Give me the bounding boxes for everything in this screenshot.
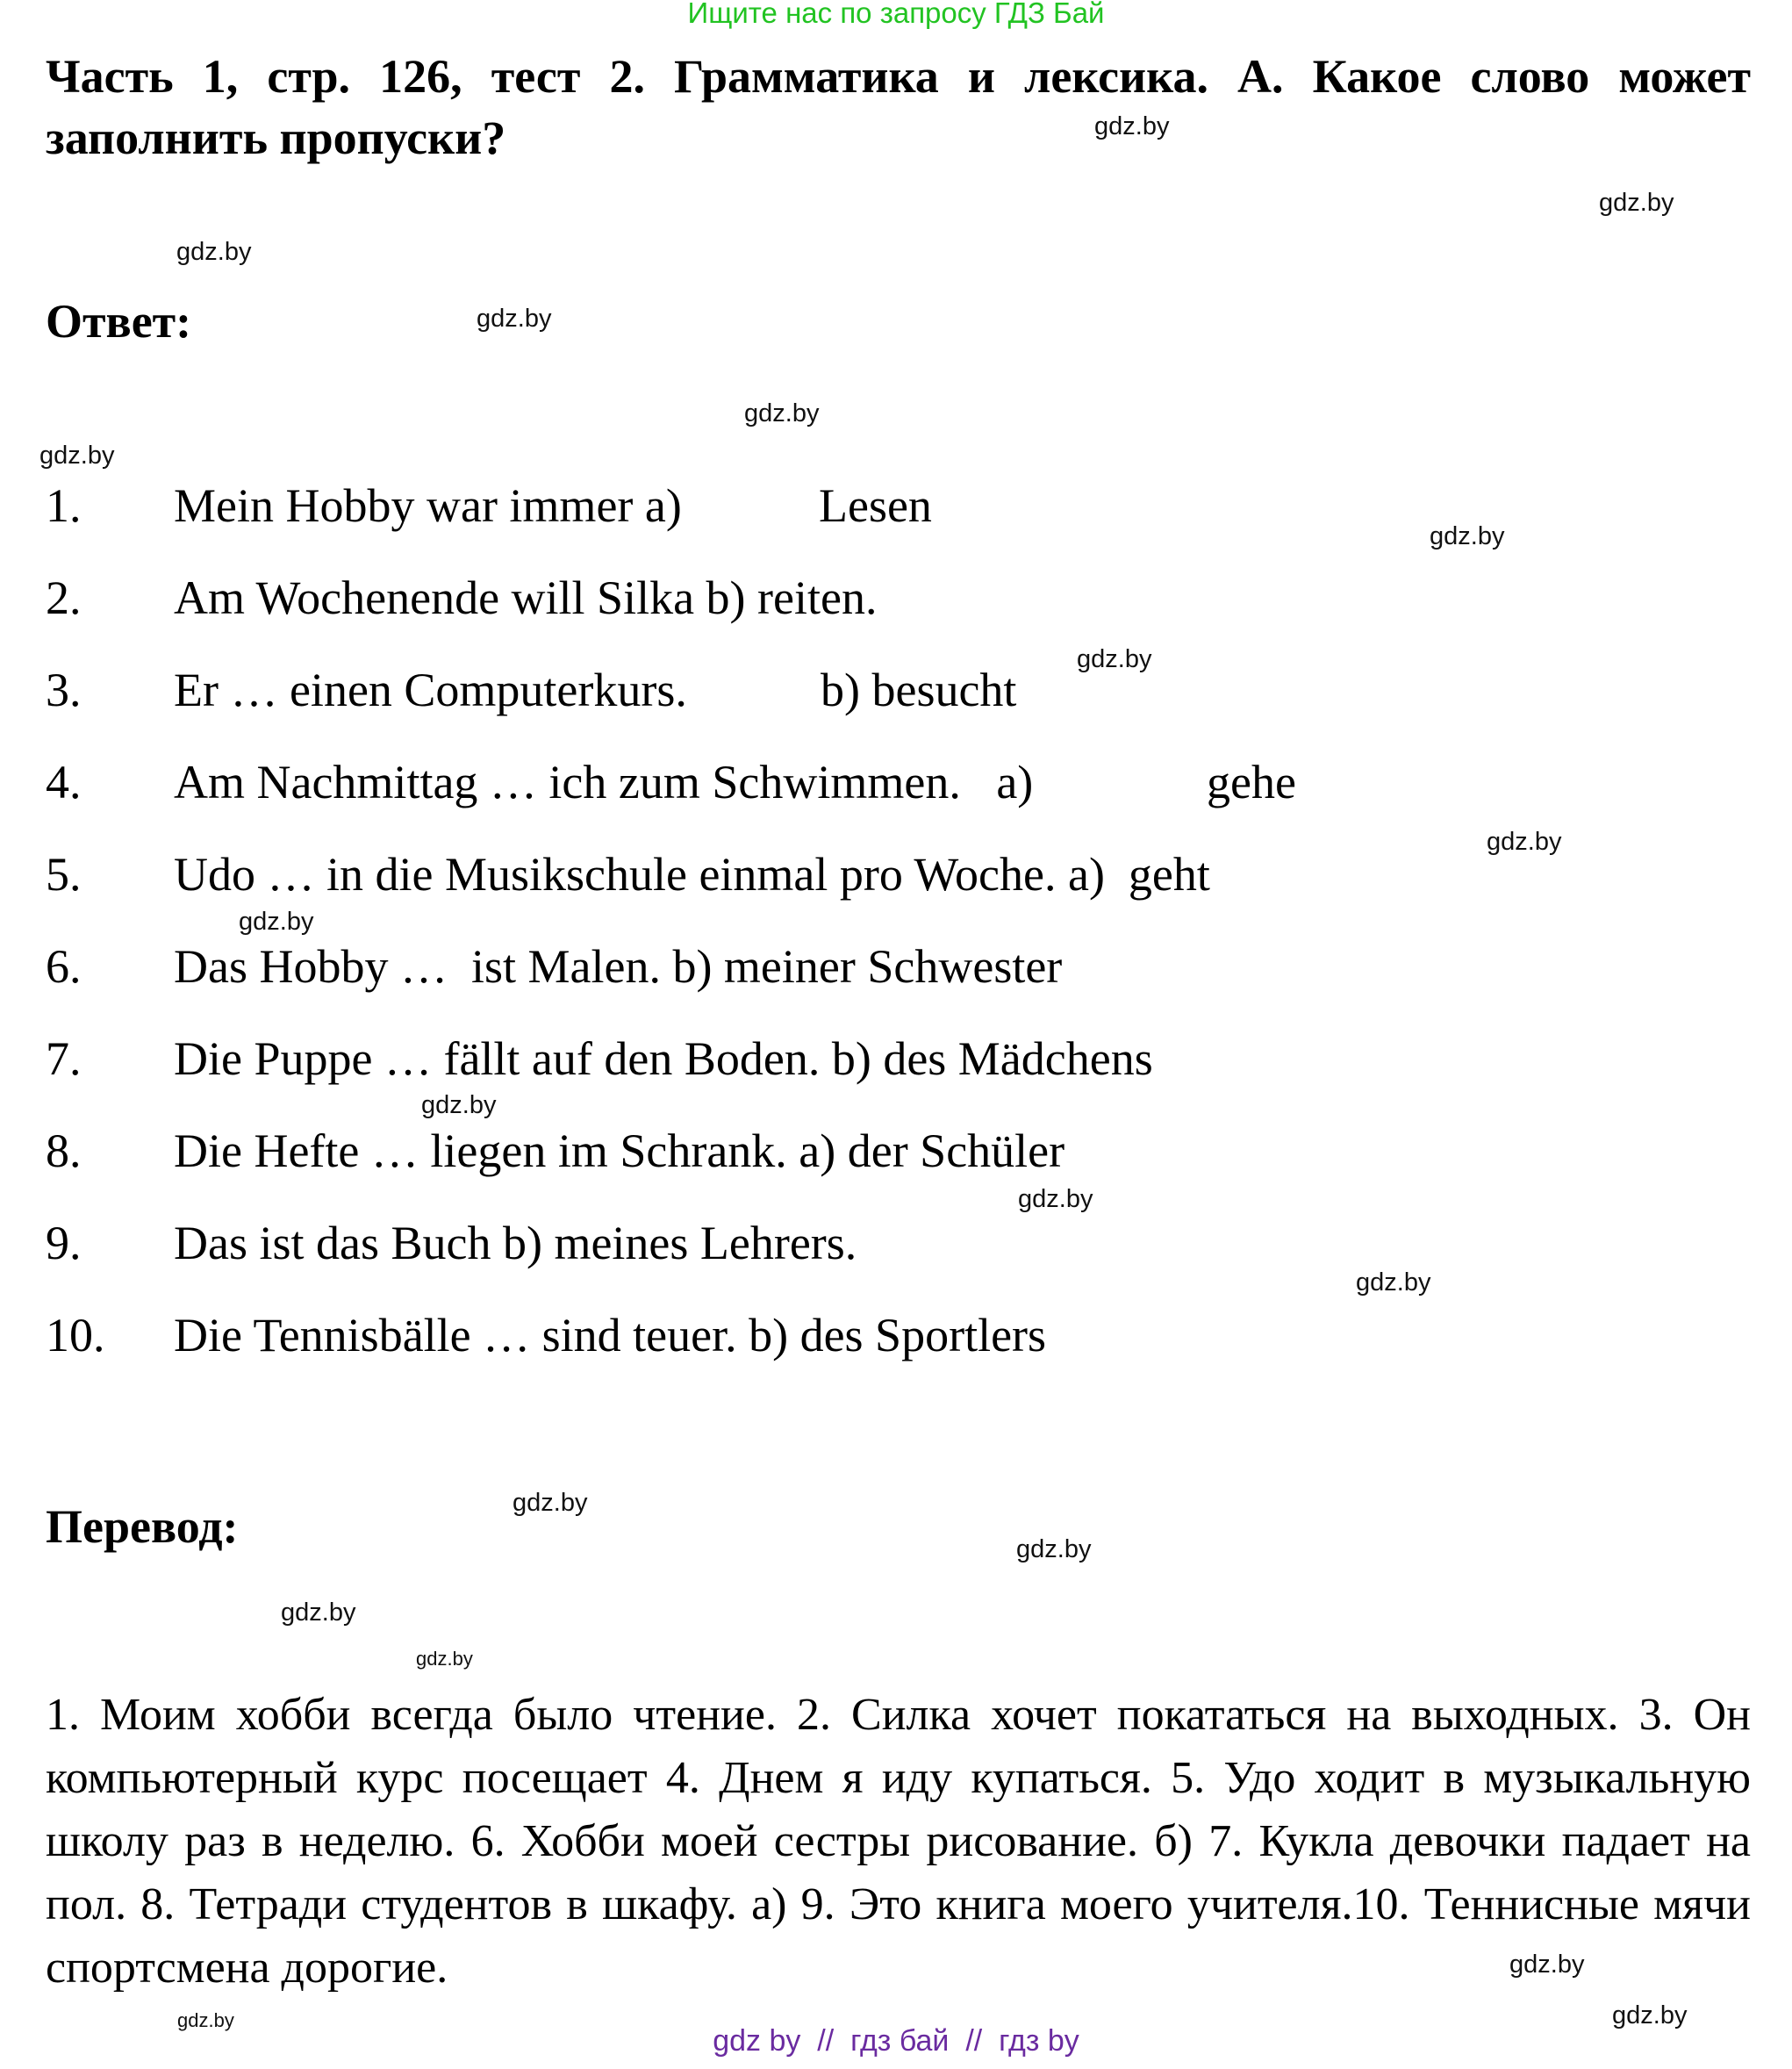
item-answer: gehe (1207, 756, 1296, 808)
translation-text: 1. Моим хобби всегда было чтение. 2. Силка хочет покататься на выходных. 3. Он компьютерный курс посещает 4. Днем я иду купаться. 5. Удо ходит в музыкальную школу раз в неделю. 6. Хобби моей сестры рисование. б) 7. Кукла девочки падает на пол. 8. Тетради студентов в шкафу. а) 9. Это книга моего учителя.10. Теннисные мячи спортсмена дорогие. (46, 1690, 1751, 1993)
watermark: gdz.by (1356, 1268, 1431, 1297)
item-number: 10. (46, 1309, 105, 1361)
watermark: gdz.by (477, 305, 552, 333)
watermark: gdz.by (1430, 522, 1505, 550)
watermark: gdz.by (176, 238, 252, 266)
item-number: 3. (46, 664, 82, 716)
watermark: gdz.by (39, 442, 115, 470)
watermark: gdz.by (1612, 2001, 1688, 2029)
item-number: 5. (46, 848, 82, 901)
watermark: gdz.by (416, 1648, 473, 1670)
item-number: 6. (46, 940, 82, 993)
answer-heading: Ответ: (46, 295, 192, 348)
item-number: 7. (46, 1032, 82, 1085)
watermark: gdz.by (513, 1489, 588, 1517)
watermark: gdz.by (239, 908, 314, 936)
item-number: 4. (46, 756, 82, 808)
item-number: 2. (46, 571, 82, 624)
item-answer: Lesen (819, 479, 932, 532)
item-text: Er … einen Computerkurs. (174, 664, 687, 716)
item-answer: b) besucht (821, 664, 1017, 716)
search-banner: Ищите нас по запросу ГДЗ Бай (687, 0, 1105, 29)
item-text: Udo … in die Musikschule einmal pro Woche. a) geht (174, 848, 1210, 901)
watermark: gdz.by (1599, 189, 1674, 217)
watermark: gdz.by (1094, 112, 1170, 140)
watermark: gdz.by (177, 2009, 234, 2031)
item-number: 8. (46, 1124, 82, 1177)
watermark: gdz.by (1016, 1535, 1092, 1563)
watermark: gdz.by (1018, 1185, 1093, 1213)
item-text: Am Wochenende will Silka b) reiten. (174, 571, 878, 624)
translation-heading: Перевод: (46, 1500, 239, 1553)
page-title: Часть 1, стр. 126, тест 2. Грамматика и лексика. А. Какое слово может заполнить пропуски? (46, 50, 1751, 164)
item-text: Die Tennisbälle … sind teuer. b) des Sportlers (174, 1309, 1047, 1361)
watermark: gdz.by (1509, 1950, 1585, 1979)
item-text: Das ist das Buch b) meines Lehrers. (174, 1217, 857, 1269)
watermark: gdz.by (1077, 645, 1152, 673)
footer-links[interactable]: gdz by // гдз бай // гдз by (713, 2024, 1079, 2058)
item-text: Mein Hobby war immer a) (174, 479, 682, 532)
item-text: Am Nachmittag … ich zum Schwimmen. a) (174, 756, 1034, 808)
item-number: 9. (46, 1217, 82, 1269)
item-number: 1. (46, 479, 82, 532)
item-text: Die Hefte … liegen im Schrank. a) der Schüler (174, 1124, 1065, 1177)
watermark: gdz.by (744, 399, 820, 427)
item-text: Die Puppe … fällt auf den Boden. b) des Mädchens (174, 1032, 1153, 1085)
watermark: gdz.by (421, 1091, 497, 1119)
watermark: gdz.by (1487, 828, 1562, 856)
item-text: Das Hobby … ist Malen. b) meiner Schwester (174, 940, 1063, 993)
watermark: gdz.by (281, 1598, 356, 1627)
